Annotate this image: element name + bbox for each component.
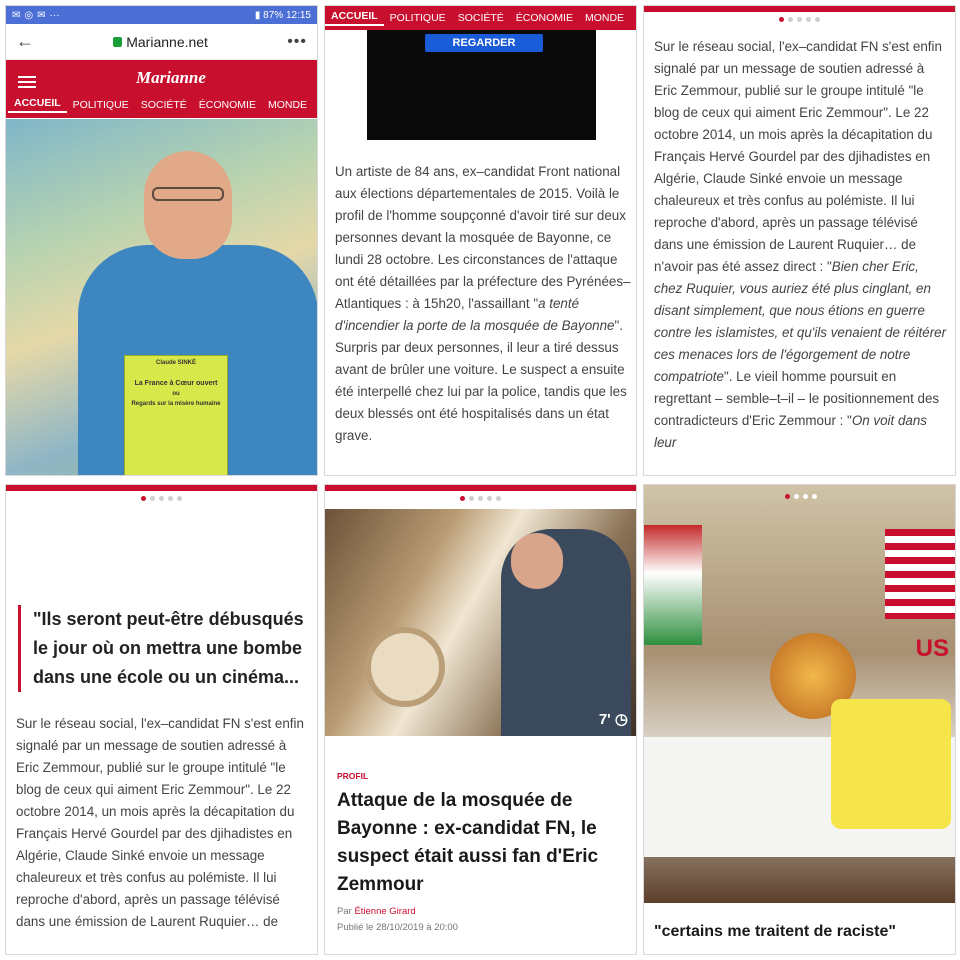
overflow-menu-icon[interactable]: ••• [287, 32, 307, 50]
workshop-photo[interactable] [325, 509, 637, 736]
site-header [6, 60, 317, 118]
browser-url-bar [6, 24, 317, 60]
tab-accueil[interactable]: ACCUEIL [325, 10, 384, 26]
panel-pull-quote [5, 484, 318, 955]
tab-monde[interactable]: MONDE [584, 12, 625, 24]
tab-monde[interactable]: MONDE [267, 99, 308, 111]
notification-icons: ✉ ◎ ✉ ··· [12, 9, 60, 21]
section-nav [8, 94, 313, 116]
tab-politique[interactable]: POLITIQUE [72, 99, 129, 111]
photo-caption: "certains me traitent de raciste" [654, 923, 896, 940]
publish-date: Publié le 28/10/2019 à 20:00 [337, 922, 458, 933]
panel-headline [324, 484, 637, 955]
video-player[interactable] [367, 30, 596, 140]
lock-icon [113, 37, 122, 47]
us-sign: US [915, 635, 949, 662]
panel-homepage [5, 5, 318, 476]
watch-button[interactable]: REGARDER [425, 34, 543, 52]
section-nav [325, 6, 636, 30]
suspect-photo [6, 119, 318, 476]
tab-economie[interactable]: ÉCONOMIE [515, 12, 573, 24]
section-label[interactable]: PROFIL [337, 771, 369, 781]
living-room-photo[interactable] [644, 485, 956, 903]
tab-societe[interactable]: SOCIÉTÉ [140, 99, 187, 111]
site-logo[interactable]: Marianne [136, 68, 206, 87]
tab-politique[interactable]: POLITIQUE [389, 12, 446, 24]
back-arrow-icon[interactable]: ← [16, 31, 34, 51]
tab-societe[interactable]: SOCIÉTÉ [457, 12, 504, 24]
author-link[interactable]: Étienne Girard [354, 906, 416, 917]
panel-article-continued [643, 5, 956, 476]
tab-accueil[interactable]: ACCUEIL [8, 97, 67, 113]
article-body: Sur le réseau social, l'ex–candidat FN s'est enfin signalé par un message de soutien adressé à Eric Zemmour, publié sur le groupe intitulé "le blog de ceux qui aiment Eric Zemmour". Le 22 octobre 2014, un mois après la décapitation du Français Hervé Gourdel par des djihadistes en Algérie, Claude Sinké envoie un message chaleureux et très confus au polémiste. Il lui reproche d'abord, après un passage télévisé dans une émission de Laurent Ruquier… de n'avoir pas été assez direct : "Bien cher Eric, chez Ruquier, vous auriez été plus cinglant, en disant simplement, que nous étions en guerre contre les islamistes, et qu'ils venaient de réitérer ces menaces lors de l'égorgement de notre compatriote". Le vieil homme poursuit en regrettant – semble–t–il – le positionnement des contradicteurs d'Eric Zemmour : "On voit dans leur [654, 39, 947, 450]
hamburger-menu-icon[interactable] [18, 73, 36, 91]
pull-quote: "Ils seront peut-être débusqués le jour où on mettra une bombe dans une école ou un cinéma... [18, 605, 308, 692]
article-body: Un artiste de 84 ans, ex–candidat Front national aux élections départementales de 2015. Voilà le profil de l'homme soupçonné d'avoir tiré sur deux personnes devant la mosquée de Bayonne, ce lundi 28 octobre. Les circonstances de l'attaque ont été détaillées par la préfecture des Pyrénées–Atlantiques : à 15h20, l'assaillant "a tenté d'incendier la porte de la mosquée de Bayonne". Surpris par deux personnes, il leur a tiré dessus avant de brûler une voiture. Le suspect a ensuite été interpellé chez lui par la police, tandis que les deux blessés ont été hospitalisés dans un état grave. [335, 164, 631, 443]
status-right [255, 10, 311, 21]
carousel-dots[interactable] [644, 12, 955, 26]
status-bar [6, 6, 317, 24]
battery-level: 87% [263, 9, 284, 21]
carousel-dots[interactable] [6, 491, 317, 505]
status-time: 12:15 [285, 9, 311, 21]
carousel-dots[interactable] [325, 491, 636, 505]
byline: Par Étienne Girard [337, 906, 416, 917]
url-field[interactable]: Marianne.net [113, 34, 208, 50]
clock-icon: ◷ [614, 711, 628, 728]
panel-caption [643, 484, 956, 955]
duration-badge: 7' ◷ [598, 711, 628, 728]
article-headline: Attaque de la mosquée de Bayonne : ex-candidat FN, le suspect était aussi fan d'Eric Zemmour [337, 790, 599, 895]
section-nav-bar [325, 6, 636, 30]
book-cover: Claude SINKÉ La France à Cœur ouvert ou Regards sur la misère humaine [124, 355, 228, 476]
article-body: Sur le réseau social, l'ex–candidat FN s'est enfin signalé par un message de soutien adressé à Eric Zemmour, publié sur le groupe intitulé "le blog de ceux qui aiment Eric Zemmour". Le 22 octobre 2014, un mois après la décapitation du Français Hervé Gourdel par des djihadistes en Algérie, Claude Sinké envoie un message chaleureux et très confus au polémiste. Il lui reproche d'abord, après un passage télévisé dans une émission de Laurent Ruquier… de [16, 716, 304, 929]
carousel-dots[interactable] [644, 489, 956, 503]
tab-economie[interactable]: ÉCONOMIE [198, 99, 256, 111]
signal-icon: ▮ [254, 9, 261, 21]
panel-article-intro [324, 5, 637, 476]
